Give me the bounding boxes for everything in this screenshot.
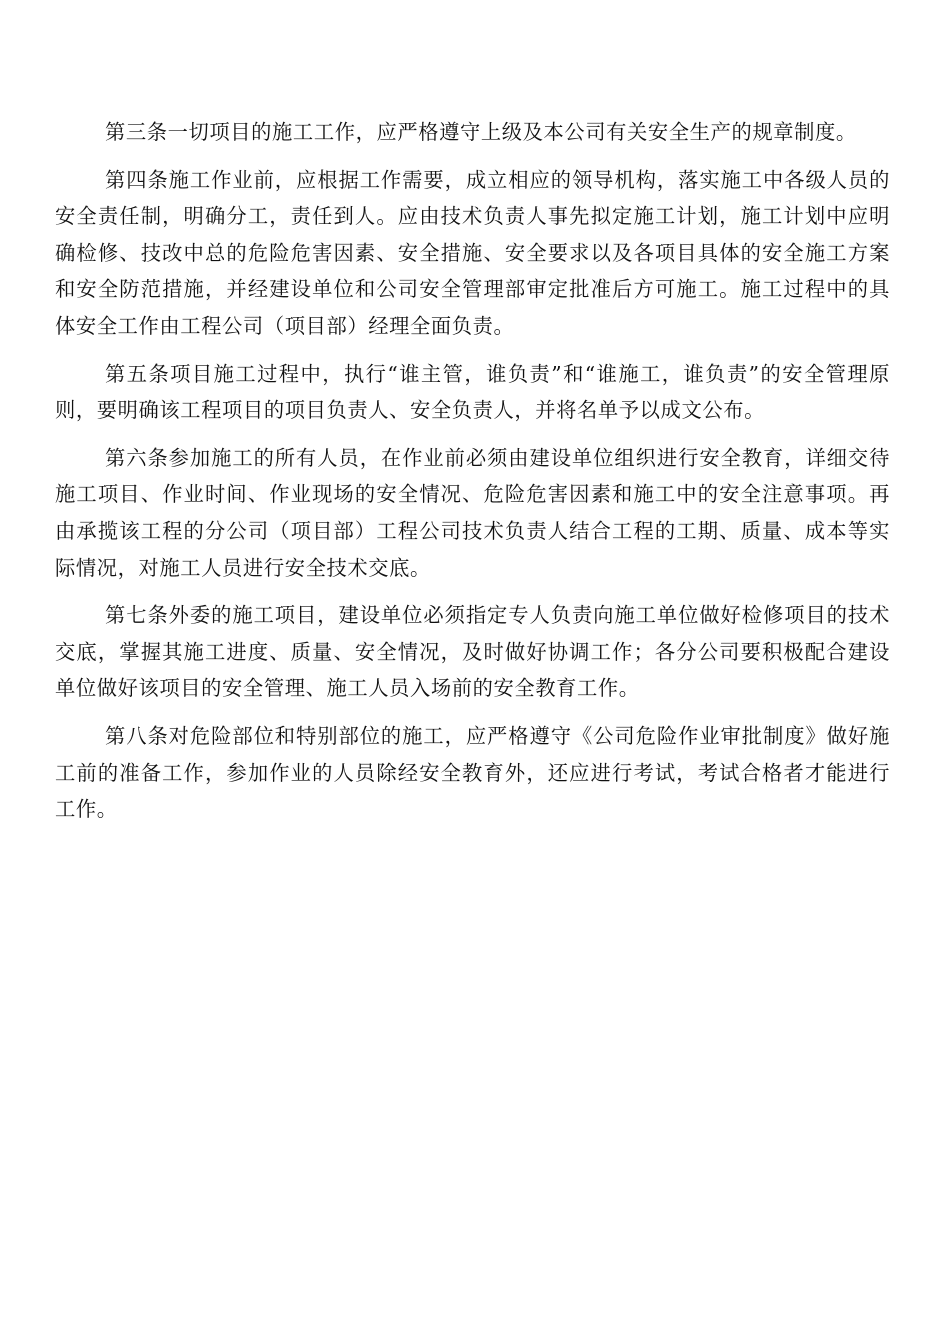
- paragraph-article-5: 第五条项目施工过程中，执行“谁主管，谁负责”和“谁施工，谁负责”的安全管理原则，要明确该工程项目的项目负责人、安全负责人，并将名单予以成文公布。: [55, 361, 890, 423]
- paragraph-article-7: 第七条外委的施工项目，建设单位必须指定专人负责向施工单位做好检修项目的技术交底，掌握其施工进度、质量、安全情况，及时做好协调工作；各分公司要积极配合建设单位做好该项目的安全管理、施工人员入场前的安全教育工作。: [55, 603, 890, 701]
- paragraph-article-3: 第三条一切项目的施工工作，应严格遵守上级及本公司有关安全生产的规章制度。: [105, 120, 857, 144]
- paragraph-article-4: 第四条施工作业前，应根据工作需要，成立相应的领导机构，落实施工中各级人员的安全责任制，明确分工，责任到人。应由技术负责人事先拟定施工计划，施工计划中应明确检修、技改中总的危险危害因素、安全措施、安全要求以及各项目具体的安全施工方案和安全防范措施，并经建设单位和公司安全管理部审定批准后方可施工。施工过程中的具体安全工作由工程公司（项目部）经理全面负责。: [55, 167, 890, 338]
- paragraph-article-6: 第六条参加施工的所有人员，在作业前必须由建设单位组织进行安全教育，详细交待施工项目、作业时间、作业现场的安全情况、危险危害因素和施工中的安全注意事项。再由承揽该工程的分公司（项目部）工程公司技术负责人结合工程的工期、质量、成本等实际情况，对施工人员进行安全技术交底。: [55, 445, 890, 580]
- document-body: [55, 114, 890, 839]
- paragraph-article-8: 第八条对危险部位和特别部位的施工，应严格遵守《公司危险作业审批制度》做好施工前的准备工作，参加作业的人员除经安全教育外，还应进行考试，考试合格者才能进行工作。: [55, 723, 890, 822]
